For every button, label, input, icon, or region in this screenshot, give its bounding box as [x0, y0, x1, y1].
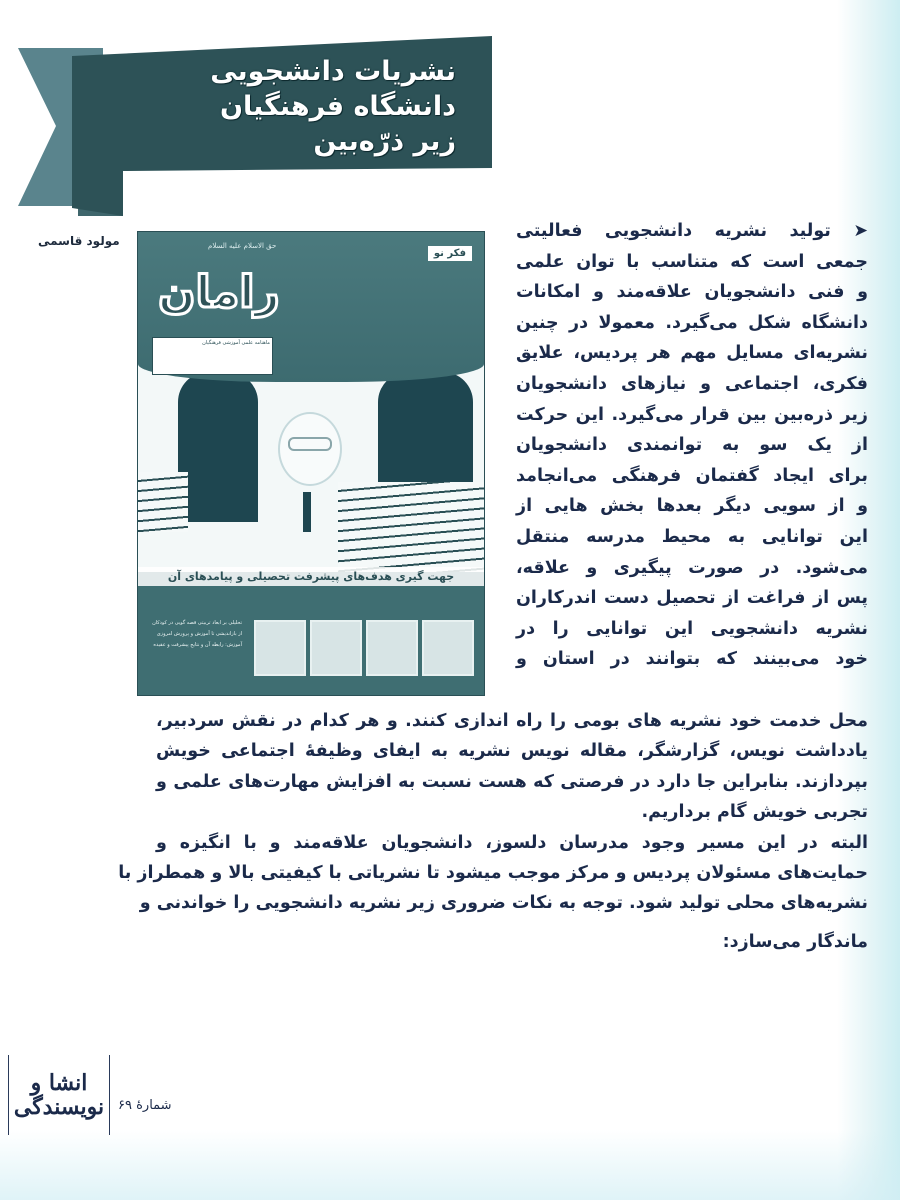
cover-thumbnail [254, 620, 306, 676]
cover-header [138, 232, 484, 382]
figure-silhouette [178, 372, 258, 522]
glasses-icon [288, 437, 332, 451]
body-line: و از سویی دیگر بعدها بخش هایی از [516, 496, 868, 517]
cover-badge: فکر نو [428, 246, 472, 261]
body-line: خود می‌بینند که بتوانند در استان و [516, 649, 868, 670]
cover-footer [138, 590, 484, 695]
books-stack [138, 472, 188, 532]
body-line: جمعی است که متناسب با توان علمی [516, 251, 868, 272]
body-line [516, 216, 868, 247]
cover-photo [138, 362, 484, 572]
author-name: مولود قاسمی [38, 234, 120, 248]
body-line: تجربی خویش گام برداریم. [641, 802, 868, 823]
title-line: نشریات دانشجویی [210, 56, 456, 87]
cover-header-text: حق الاسلام علیه السلام [208, 242, 277, 250]
body-line-text: تولید نشریه دانشجویی فعالیتی [516, 221, 831, 241]
body-line: دانشگاه شکل می‌گیرد. معمولا در چنین [516, 312, 868, 333]
body-line: از یک سو به توانمندی دانشجویان [516, 435, 868, 456]
cover-logo: رامان [158, 267, 280, 318]
body-line: البته در این مسیر وجود مدرسان دلسوز، دانشجویان علاقه‌مند و با انگیزه و [156, 832, 868, 853]
article-body-wide [118, 706, 868, 957]
body-line: حمایت‌های مسئولان پردیس و مرکز موجب میشود تا نشریاتی با کیفیتی بالا و همطراز با [118, 863, 868, 884]
body-line: زیر ذره‌بین بین قرار می‌گیرد. این حرکت [516, 404, 868, 425]
body-line: ماندگار می‌سازد: [722, 931, 868, 952]
magazine-logo: انشا و نویسندگی [8, 1055, 110, 1135]
body-line: یادداشت نویس، گزارشگر، مقاله نویس نشریه به ایفای وظیفهٔ اجتماعی خویش [156, 741, 868, 762]
body-line: نشریه دانشجویی این توانایی را در [516, 618, 868, 639]
body-line: و فنی دانشجویان علاقه‌مند و امکانات [516, 282, 868, 303]
body-line: فکری، اجتماعی و نیازهای دانشجویان [516, 373, 868, 394]
cover-bullet: آموزش: رابطه آن و نتایج پیشرفت و عقیده [153, 642, 242, 648]
cover-info: ماهنامه علمی آموزشی فرهنگیان [152, 337, 273, 375]
body-line: محل خدمت خود نشریه های بومی را راه اندازی کنند. و هر کدام در نقش سردبیر، [156, 711, 868, 731]
body-line: نشریه‌های محلی تولید شود. توجه به نکات ضروری زیر نشریه دانشجویی را خواندنی و [139, 893, 868, 914]
magazine-cover-image [138, 232, 484, 695]
title-line: زیر ذرّه‌بین [313, 126, 456, 157]
title-line: دانشگاه فرهنگیان [219, 91, 456, 122]
article-body-column [516, 216, 868, 675]
issue-number: شمارهٔ ۶۹ [118, 1098, 172, 1113]
cover-bullets [142, 618, 242, 651]
body-line: برای ایجاد گفتمان فرهنگی می‌انجامد [516, 465, 868, 486]
body-line: می‌شود. در صورت پیگیری و علاقه، [516, 557, 868, 578]
body-line: نشریه‌ای مسایل مهم هر پردیس، علایق [516, 343, 868, 364]
tie-icon [303, 492, 311, 532]
paragraph-gap [156, 919, 868, 927]
cover-slogan: جهت گیری هدف‌های پیشرفت تحصیلی و پیامدهای آن [138, 567, 484, 586]
bullet-arrow-icon: ➤ [853, 221, 869, 241]
books-stack [338, 482, 484, 572]
page-edge-tint [0, 1130, 900, 1200]
title-ribbon [18, 36, 498, 221]
body-line: پس از فراغت از تحصیل دست اندرکاران [516, 588, 868, 609]
article-title [126, 54, 456, 159]
cover-thumbnail [310, 620, 362, 676]
cover-thumbnail [422, 620, 474, 676]
cover-bullet: تحلیلی بر ابعاد تربیتی قصه گویی در کودکان [152, 620, 242, 626]
body-line: این توانایی به محیط مدرسه منتقل [516, 526, 868, 547]
cover-thumbnail [366, 620, 418, 676]
cover-bullet: از بازاندیشی تا آموزش و پرورش امروزی [156, 631, 242, 637]
body-line: بپردازند. بنابراین جا دارد در فرصتی که هست نسبت به افزایش مهارت‌های علمی و [156, 771, 868, 792]
figure-silhouette [378, 372, 473, 482]
